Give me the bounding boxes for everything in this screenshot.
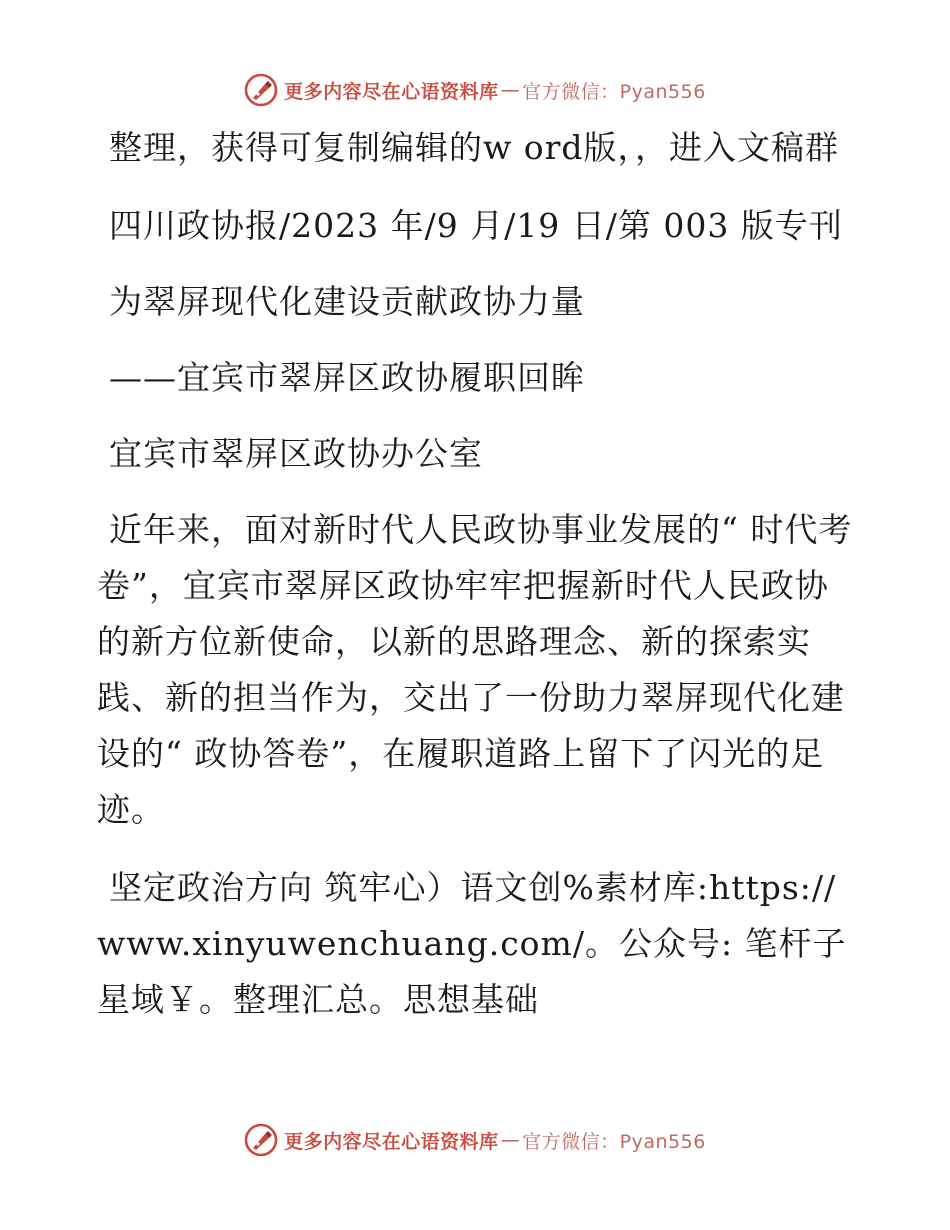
banner-wechat-handle: 官方微信：Pyan556 — [522, 80, 706, 103]
article-title: 为翠屏现代化建设贡献政协力量 — [109, 282, 585, 321]
banner-wechat-handle: 官方微信：Pyan556 — [522, 1130, 706, 1153]
document-body — [97, 120, 857, 1050]
paragraph-source: 四川政协报/2023 年/9 月/19 日/第 003 版专刊 — [109, 206, 843, 245]
banner-separator: — — [500, 1129, 521, 1151]
banner-main-text: 更多内容尽在心语资料库 — [284, 1130, 499, 1153]
article-author: 宜宾市翠屏区政协办公室 — [109, 434, 483, 473]
banner-main-text: 更多内容尽在心语资料库 — [284, 80, 499, 103]
header-watermark-banner — [0, 70, 950, 110]
pen-nib-logo-icon — [244, 73, 278, 107]
banner-separator: — — [500, 79, 521, 101]
pen-nib-logo-icon — [244, 1123, 278, 1157]
paragraph-intro: 整理，获得可复制编辑的w ord版，，进入文稿群 — [109, 128, 840, 167]
footer-watermark-banner — [0, 1120, 950, 1160]
paragraph-section: 坚定政治方向 筑牢心）语文创%素材库:https://www.xinyuwenchuang.com/。公众号: 笔杆子星域￥。整理汇总。思想基础 — [97, 868, 847, 1019]
article-subtitle: ——宜宾市翠屏区政协履职回眸 — [109, 358, 585, 397]
paragraph-body: 近年来，面对新时代人民政协事业发展的“ 时代考卷”，宜宾市翠屏区政协牢牢把握新时代人民政协的新方位新使命，以新的思路理念、新的探索实践、新的担当作为，交出了一份助力翠屏现代化建设的“ 政协答卷”，在履职道路上留下了闪光的足迹。 — [97, 510, 853, 829]
